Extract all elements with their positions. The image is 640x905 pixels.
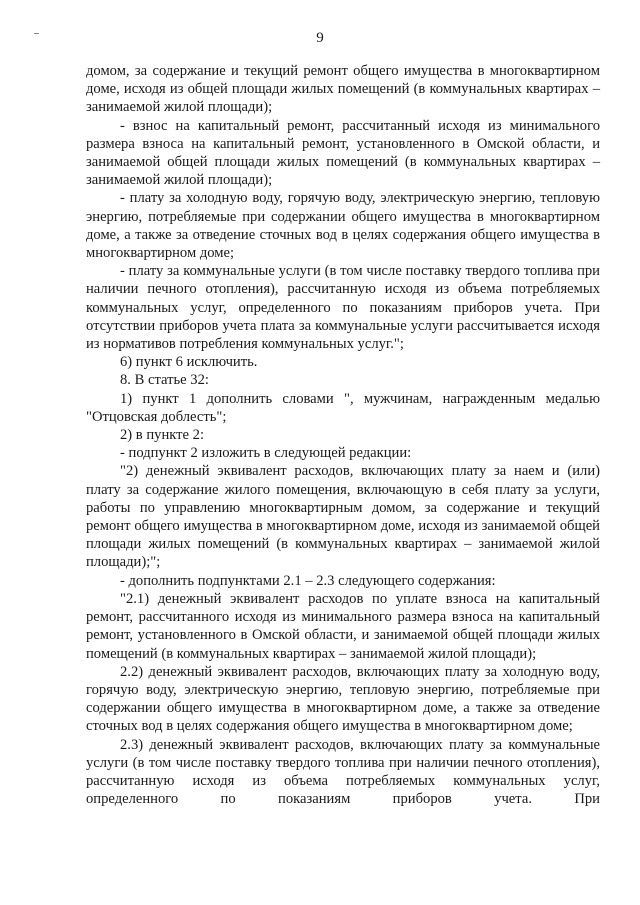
paragraph-item-1-medal: 1) пункт 1 дополнить словами ", мужчинам, награжденным медалью "Отцовская доблесть"; — [86, 390, 600, 425]
paragraph-item-2: 2) в пункте 2: — [120, 427, 205, 444]
paragraph-subitem-2-2: 2.2) денежный эквивалент расходов, включающих плату за холодную воду, горячую воду, электрическую энергию, тепловую энергию, потребляемые при содержании общего имущества в многоквартирном доме, а также за отведение сточных вод в целях содержания общего имущества в многоквартирном доме; — [86, 663, 600, 735]
paragraph-communal-services: - плату за коммунальные услуги (в том числе поставку твердого топлива при наличии печного отопления), рассчитанную исходя из объема потребляемых коммунальных услуг, определенного по показаниям приборов учета. При отсутствии приборов учета плата за коммунальные услуги рассчитывается исходя из нормативов потребления коммунальных услуг."; — [86, 263, 600, 353]
document-body — [86, 62, 600, 808]
paragraph-subitem-2-text: "2) денежный эквивалент расходов, включающих плату за наем и (или) плату за содержание жилого помещения, включающую в себя плату за услуги, работы по управлению многоквартирным домом, за содержание и текущий ремонт общего имущества в многоквартирном доме, исходя из занимаемой общей площади жилых помещений (в коммунальных квартирах – занимаемой жилой площади);"; — [86, 463, 600, 571]
paragraph-continuation: домом, за содержание и текущий ремонт общего имущества в многоквартирном доме, исходя из общей площади жилых помещений (в коммунальных квартирах – занимаемой жилой площади); — [86, 63, 600, 116]
paragraph-subitem-2-edit: - подпункт 2 изложить в следующей редакции: — [120, 445, 412, 462]
paragraph-capital-repair-fee: - взнос на капитальный ремонт, рассчитанный исходя из минимального размера взноса на капитальный ремонт, установленного в Омской области, и занимаемой общей площади жилых помещений (в коммунальных квартирах – занимаемой жилой площади); — [86, 117, 600, 189]
paragraph-utilities-common: - плату за холодную воду, горячую воду, электрическую энергию, тепловую энергию, потребляемые при содержании общего имущества в многоквартирном доме, а также за отведение сточных вод в целях содержания общего имущества в многоквартирном доме; — [86, 190, 600, 262]
paragraph-subitem-2-1: "2.1) денежный эквивалент расходов по уплате взноса на капитальный ремонт, рассчитанного исходя из минимального размера взноса на капитальный ремонт, установленного в Омской области, и занимаемой общей площади жилых помещений (в коммунальных квартирах – занимаемой жилой площади); — [86, 590, 600, 662]
page-number: 9 — [316, 30, 324, 46]
paragraph-item-6: 6) пункт 6 исключить. — [120, 354, 258, 371]
paragraph-subitem-2-3: 2.3) денежный эквивалент расходов, включающих плату за коммунальные услуги (в том числе поставку твердого топлива при наличии печного отопления), рассчитанную исходя из объема потребляемых коммунальных услуг, определенного по показаниям приборов учета. При — [86, 736, 600, 808]
paragraph-article-32: 8. В статье 32: — [120, 372, 209, 389]
paragraph-add-subitems: - дополнить подпунктами 2.1 – 2.3 следующего содержания: — [120, 572, 496, 589]
